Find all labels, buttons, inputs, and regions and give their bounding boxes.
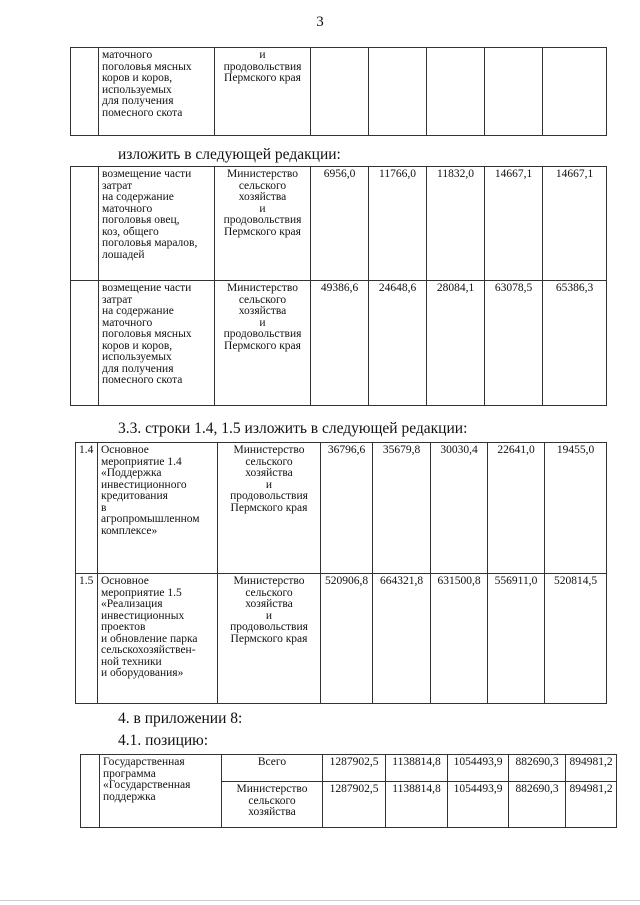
paragraph-instruction: 4. в приложении 8: [118, 710, 243, 727]
table-row [76, 443, 607, 574]
value-cell: 1287902,5 [323, 755, 386, 782]
activity-cell: возмещение части затрат на содержание маточного поголовья мясных коров и коров, используемых для получения помесного скота [99, 281, 215, 406]
organization-cell: Министерство сельского хозяйства и продовольствия Пермского края [215, 167, 311, 281]
table-new-edition [70, 166, 607, 406]
value-cell: 35679,8 [373, 443, 431, 574]
value-cell: 36796,6 [321, 443, 373, 574]
value-cell: 65386,3 [543, 281, 607, 406]
value-cell: 1054493,9 [448, 755, 509, 782]
page-number: 3 [316, 14, 324, 30]
value-cell: 49386,6 [311, 281, 369, 406]
organization-cell: Министерство сельского хозяйства и продовольствия Пермского края [218, 574, 321, 704]
table-continuation [70, 47, 607, 136]
empty-cell [81, 755, 100, 828]
activity-cell: Основное мероприятие 1.5 «Реализация инвестиционных проектов и обновление парка сельскохозяйствен- ной техники и оборудования» [98, 574, 218, 704]
organization-cell: Министерство сельского хозяйства и продовольствия Пермского края [215, 281, 311, 406]
table-row [71, 48, 607, 136]
row-label: Министерство сельского хозяйства [222, 782, 323, 828]
row-index: 1.4 [76, 443, 98, 574]
row-label: Всего [222, 755, 323, 782]
value-cell: 1054493,9 [448, 782, 509, 828]
activity-cell: Основное мероприятие 1.4 «Поддержка инвестиционного кредитования в агропромышленном комплексе» [98, 443, 218, 574]
empty-cell [71, 167, 99, 281]
value-cell: 664321,8 [373, 574, 431, 704]
value-cell: 520814,5 [545, 574, 607, 704]
table-row [76, 574, 607, 704]
value-cell: 24648,6 [369, 281, 427, 406]
value-cell [369, 48, 427, 136]
activity-cell: маточного поголовья мясных коров и коров, используемых для получения помесного скота [99, 48, 215, 136]
program-cell: Государственная программа «Государственная поддержка [100, 755, 222, 828]
value-cell: 520906,8 [321, 574, 373, 704]
empty-cell [71, 48, 99, 136]
value-cell: 6956,0 [311, 167, 369, 281]
value-cell: 11832,0 [427, 167, 485, 281]
paragraph-instruction: 3.3. строки 1.4, 1.5 изложить в следующей редакции: [118, 420, 468, 437]
row-index: 1.5 [76, 574, 98, 704]
table-row [71, 281, 607, 406]
value-cell [485, 48, 543, 136]
value-cell: 882690,3 [509, 782, 566, 828]
value-cell: 1138814,8 [386, 782, 448, 828]
table-program-position [80, 754, 617, 828]
value-cell: 894981,2 [566, 755, 617, 782]
value-cell: 11766,0 [369, 167, 427, 281]
value-cell: 1138814,8 [386, 755, 448, 782]
paragraph-instruction: изложить в следующей редакции: [118, 146, 341, 163]
organization-cell: и продовольствия Пермского края [215, 48, 311, 136]
value-cell: 22641,0 [488, 443, 545, 574]
value-cell [543, 48, 607, 136]
table-row [71, 167, 607, 281]
value-cell [311, 48, 369, 136]
empty-cell [71, 281, 99, 406]
organization-cell: Министерство сельского хозяйства и продовольствия Пермского края [218, 443, 321, 574]
activity-cell: возмещение части затрат на содержание маточного поголовья овец, коз, общего поголовья маралов, лошадей [99, 167, 215, 281]
value-cell: 63078,5 [485, 281, 543, 406]
paragraph-instruction: 4.1. позицию: [118, 732, 209, 749]
value-cell: 19455,0 [545, 443, 607, 574]
page-edge [0, 900, 640, 901]
value-cell: 28084,1 [427, 281, 485, 406]
value-cell: 1287902,5 [323, 782, 386, 828]
value-cell: 631500,8 [431, 574, 488, 704]
value-cell: 14667,1 [485, 167, 543, 281]
value-cell: 14667,1 [543, 167, 607, 281]
table-rows-1-4-1-5 [75, 442, 607, 704]
value-cell [427, 48, 485, 136]
table-row [81, 755, 617, 782]
value-cell: 30030,4 [431, 443, 488, 574]
value-cell: 894981,2 [566, 782, 617, 828]
value-cell: 556911,0 [488, 574, 545, 704]
value-cell: 882690,3 [509, 755, 566, 782]
